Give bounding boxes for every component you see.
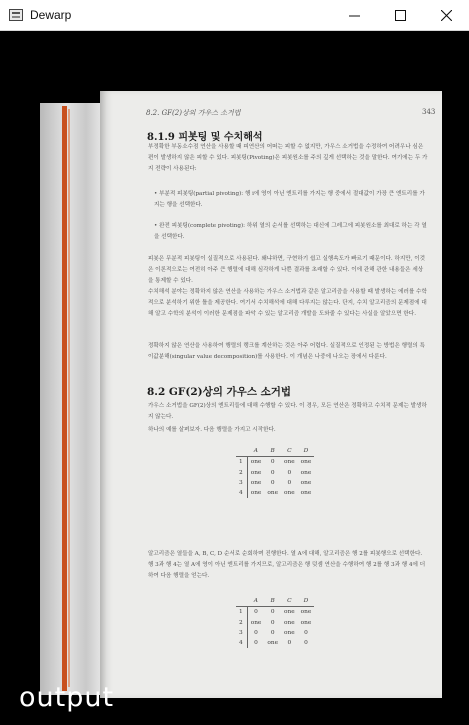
app-icon — [9, 9, 23, 21]
paragraph: 수치해석 분야는 정확하지 않은 연산을 사용하는 가우스 소거법과 같은 알고리즘을 사용할 때 발생하는 에러를 수학적으로 분석하기 위한 틀을 제공한다. 여기서 수치해석에 대해 다루지는 않는다. 단지, 수치 알고리즘의 문제점에 대해 알고 수학의 분석이 이러한 문제점을 파악 수 있는 알고리즘 개발을 도와줄 수 있다는 사실을 알았으면 한다. — [148, 289, 427, 317]
table-cell: one — [284, 619, 295, 626]
table-row — [236, 638, 314, 648]
image-viewport — [0, 31, 469, 725]
table-cell: one — [300, 490, 312, 497]
table-cell: 0 — [254, 609, 258, 616]
table-cell: one — [284, 459, 295, 466]
bullet-item: • 부분적 피봇팅(partial pivoting): 행 i에 영이 아닌 엔트리를 가지는 행 중에서 절대값이 가장 큰 엔트리를 가지는 행을 선택한다. — [154, 191, 425, 208]
table-row — [236, 488, 314, 498]
table-cell: 0 — [270, 480, 275, 487]
table-row — [236, 468, 314, 478]
paragraph: 부정확한 부동소수점 연산을 사용할 때 피연산의 어떠는 피할 수 없지만, 가우스 소거법을 수정하여 어려우나 심은 편이 발생하지 않은 피할 수 있다. 피봇팅(Pivoting)은 피봇원소를 주의 깊게 선택하는 것을 말한다. 여기에는 두 가지 전략이 사용된다: — [148, 144, 428, 172]
table-cell: 0 — [254, 640, 258, 647]
minimize-icon — [349, 10, 360, 21]
table-cell: 0 — [287, 469, 292, 476]
book-page — [100, 91, 442, 698]
row-label: 4 — [236, 488, 247, 498]
table-cell: 0 — [254, 630, 258, 637]
table-cell: one — [250, 490, 262, 497]
paragraph: 정확하지 않은 연산을 사용하여 행렬의 랭크를 계산하는 것은 아주 어렵다. 실질적으로 인정된 는 방법은 행렬의 특이값분해(singular value decomposition)를 사용한다. 이 개념은 나중에 나오는 장에서 다룬다. — [148, 343, 426, 360]
table-header: B — [264, 446, 281, 457]
book-spine-stripe-light — [68, 109, 70, 687]
table-cell: one — [250, 480, 262, 487]
window-title: Dewarp — [30, 8, 72, 22]
table-cell: 0 — [287, 480, 292, 487]
table-header: D — [298, 596, 315, 607]
table-cell: one — [267, 490, 279, 497]
table-cell: 0 — [304, 630, 308, 637]
row-label: 1 — [236, 607, 247, 618]
table-header: C — [281, 596, 298, 607]
close-button[interactable] — [423, 0, 469, 31]
table-header: A — [247, 446, 264, 457]
table-cell: one — [300, 480, 312, 487]
table-row — [236, 628, 314, 638]
output-label: output — [19, 682, 115, 713]
table-cell: one — [284, 490, 295, 497]
table-row — [236, 478, 314, 488]
table-header — [236, 446, 247, 457]
bullet-item: • 완전 피봇팅(complete pivoting): 하위 열의 순서를 선택하는 대신에 그레그에 피봇원소를 최대로 하는 각 열을 선택한다. — [154, 223, 427, 240]
matrix-table-1 — [236, 446, 314, 498]
table-cell: one — [300, 459, 312, 466]
maximize-icon — [395, 10, 406, 21]
table-cell: one — [267, 640, 279, 647]
paragraph: 피봇은 무분적 피봇팅이 실질적으로 사용된다. 왜냐하면, 구현하기 쉽고 실행속도가 빠르기 때문이다. 하지만, 이것은 이론적으로는 여전히 아주 큰 행렬에 대해 심각하게 나쁜 결과를 초래할 수 있다. 이에 관해 관한 내용들은 세상을 통제할 수 있다. — [148, 256, 426, 284]
row-label: 3 — [236, 478, 247, 488]
table-cell: one — [250, 469, 262, 476]
bullet-text: 완전 피봇팅(complete pivoting): 하위 열의 순서를 선택하는 대신에 그레그에 피봇원소를 최대로 하는 각 열을 선택한다. — [154, 223, 427, 240]
row-label: 2 — [236, 618, 247, 628]
running-header: 8.2. GF(2)상의 가우스 소거법 — [146, 109, 241, 117]
book-page-edges — [40, 103, 106, 695]
table-cell: one — [250, 619, 262, 626]
table-row — [236, 607, 314, 618]
paragraph: 하나의 예를 살펴보자. 다음 행렬을 가지고 시작한다. — [148, 427, 276, 433]
table-cell: one — [300, 469, 312, 476]
row-label: 4 — [236, 638, 247, 648]
title-bar — [0, 0, 469, 31]
table-header: B — [264, 596, 281, 607]
table-cell: one — [300, 619, 312, 626]
table-cell: 0 — [304, 640, 308, 647]
table-cell: 0 — [270, 630, 275, 637]
table-header: C — [281, 446, 298, 457]
book-spine-stripe — [62, 106, 67, 691]
table-cell: 0 — [270, 619, 275, 626]
subsection-title: 8.1.9 피봇팅 및 수치해석 — [147, 132, 263, 143]
table-cell: one — [284, 630, 295, 637]
matrix-table-2 — [236, 596, 314, 648]
page-number: 343 — [422, 108, 436, 116]
table-cell: 0 — [270, 609, 275, 616]
section-title: 8.2 GF(2)상의 가우스 소거법 — [147, 386, 292, 398]
table-cell: 0 — [270, 459, 275, 466]
table-row — [236, 618, 314, 628]
bullet-text: 부분적 피봇팅(partial pivoting): 행 i에 영이 아닌 엔트리를 가지는 행 중에서 절대값이 가장 큰 엔트리를 가지는 행을 선택한다. — [154, 191, 425, 208]
maximize-button[interactable] — [377, 0, 423, 31]
minimize-button[interactable] — [331, 0, 377, 31]
close-icon — [441, 10, 452, 21]
table-cell: one — [300, 609, 312, 616]
table-header: D — [298, 446, 315, 457]
table-row — [236, 457, 314, 468]
paragraph: 가우스 소거법을 GF(2)상의 엔트리들에 대해 수행할 수 있다. 이 경우, 모든 연산은 정확하고 수치적 문제는 발생하지 않는다. — [148, 403, 427, 420]
row-label: 2 — [236, 468, 247, 478]
row-label: 1 — [236, 457, 247, 468]
table-cell: one — [250, 459, 262, 466]
table-header: A — [247, 596, 264, 607]
table-cell: 0 — [287, 640, 292, 647]
table-header — [236, 596, 247, 607]
row-label: 3 — [236, 628, 247, 638]
paragraph: 알고리즘은 열들을 A, B, C, D 순서로 순회하며 진행한다. 열 A에 대해, 알고리즘은 행 2를 피봇행으로 선택한다. 행 3과 행 4는 열 A에 영이 아닌 엔트리를 가지므로, 알고리즘은 행 덧셈 연산을 수행하여 행 2를 행 3과 행 4에 더하여 다음 행렬을 얻는다. — [148, 551, 426, 579]
table-cell: one — [284, 609, 295, 616]
table-cell: 0 — [270, 469, 275, 476]
